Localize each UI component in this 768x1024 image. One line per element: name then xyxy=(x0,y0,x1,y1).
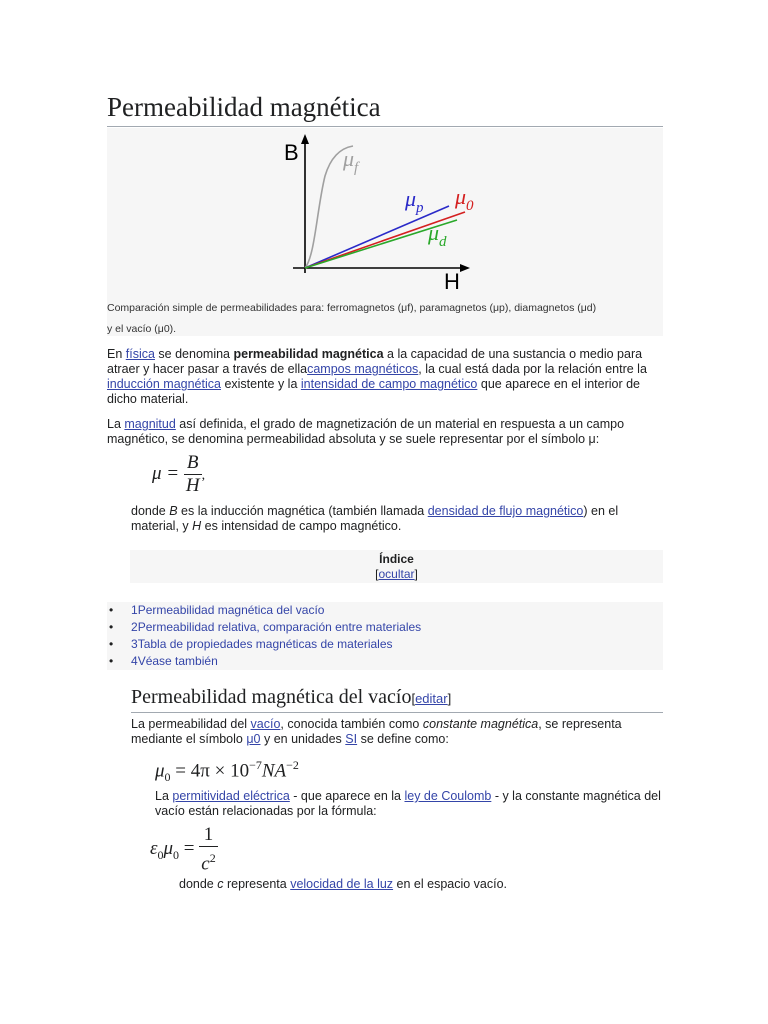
text: donde xyxy=(131,504,170,518)
text: - y la constante magnética del vacío están relacionadas por la fórmula: xyxy=(155,789,661,818)
text: se define como: xyxy=(357,732,449,746)
link-induccion-magnetica[interactable]: inducción magnética xyxy=(107,377,221,391)
toc-number: 1 xyxy=(131,603,138,617)
bracket: [ xyxy=(411,691,416,706)
toc-number: 4 xyxy=(131,654,138,668)
text: , se representa mediante el símbolo xyxy=(131,717,622,746)
section-title: Permeabilidad magnética del vacío xyxy=(131,686,412,708)
text: ) en el material, y xyxy=(131,504,619,533)
toc-title: Índice xyxy=(379,552,414,566)
toc-item[interactable] xyxy=(107,653,663,670)
bold-term: permeabilidad magnética xyxy=(233,347,384,361)
label-mu-f: $\mu_f$ xyxy=(343,146,359,176)
edit-section xyxy=(411,691,451,706)
numerator: B xyxy=(186,452,199,473)
text: La xyxy=(155,789,173,803)
permeability-diagram xyxy=(107,128,663,298)
text: donde xyxy=(179,877,218,891)
unit: NA xyxy=(261,760,287,782)
subscript: 0 xyxy=(157,847,164,862)
caption-line-2: y el vacío (μ0). xyxy=(107,323,177,335)
link-ley-coulomb[interactable]: ley de Coulomb xyxy=(404,789,492,803)
toc-number: 3 xyxy=(131,637,138,651)
formula-mu0-definition xyxy=(155,758,299,785)
mu-symbol: μ xyxy=(155,760,165,782)
toc-list xyxy=(107,602,663,670)
c-symbol: c xyxy=(201,853,210,875)
text: La xyxy=(107,417,125,431)
x-axis-arrow xyxy=(460,264,470,272)
subscript: 0 xyxy=(173,847,180,862)
intro-paragraph xyxy=(107,347,663,407)
numerator: 1 xyxy=(203,824,214,845)
toc-item[interactable] xyxy=(107,619,663,636)
italic-var: H xyxy=(192,519,202,533)
y-axis-label: B xyxy=(284,140,299,165)
formula-eps-mu-c xyxy=(150,824,218,875)
text: y en unidades xyxy=(260,732,346,746)
bullet-icon: • xyxy=(109,637,114,651)
denominator xyxy=(199,846,217,875)
text: En xyxy=(107,347,126,361)
italic-var: c xyxy=(217,877,224,891)
figure-box xyxy=(107,128,663,336)
mu-symbol: μ xyxy=(163,838,174,860)
link-campos-magneticos[interactable]: campos magnéticos xyxy=(307,362,419,376)
formula-text: = xyxy=(179,838,195,860)
exponent: −7 xyxy=(249,758,262,772)
section-heading xyxy=(131,684,663,713)
text: existente y la xyxy=(220,377,301,391)
italic-term: constante magnética xyxy=(422,717,539,731)
label-mu-p: $\mu_p$ xyxy=(405,186,424,216)
text: se denomina xyxy=(154,347,234,361)
link-magnitud[interactable]: magnitud xyxy=(124,417,176,431)
link-si[interactable]: SI xyxy=(345,732,358,746)
toc-item[interactable] xyxy=(107,602,663,619)
permittivity-paragraph xyxy=(155,789,663,819)
text: La permeabilidad del xyxy=(131,717,251,731)
text: en el espacio vacío. xyxy=(393,877,508,891)
edit-link[interactable]: editar xyxy=(415,691,448,706)
epsilon-symbol: ε xyxy=(150,838,158,860)
vacuum-paragraph xyxy=(131,717,663,747)
magnitude-paragraph xyxy=(107,417,663,447)
y-axis-arrow xyxy=(301,134,309,144)
figure-caption xyxy=(107,298,663,340)
label-mu-0: $\mu_0$ xyxy=(455,184,474,214)
link-velocidad-luz[interactable]: velocidad de la luz xyxy=(290,877,394,891)
toc-number: 2 xyxy=(131,620,138,634)
where-paragraph xyxy=(131,504,663,534)
link-intensidad-campo[interactable]: intensidad de campo magnético xyxy=(300,377,478,391)
text: así definida, el grado de magnetización de un material en respuesta a un campo magnético, se denomina permeabilidad absoluta y se suele representar por el símbolo μ: xyxy=(107,417,625,446)
caption-line-1: Comparación simple de permeabilidades para: ferromagnetos (μf), paramagnetos (μp), diamagnetos (μd) xyxy=(107,302,597,314)
toc-label: Permeabilidad magnética del vacío xyxy=(137,603,325,617)
text: - que aparece en la xyxy=(289,789,405,803)
italic-var: B xyxy=(169,504,178,518)
formula-tail: , xyxy=(201,467,206,483)
link-fisica[interactable]: física xyxy=(125,347,155,361)
text: , conocida también como xyxy=(280,717,423,731)
toc-label: Véase también xyxy=(137,654,218,668)
toc-label: Permeabilidad relativa, comparación entre materiales xyxy=(137,620,422,634)
formula-text: = 4π × 10 xyxy=(170,760,250,782)
toc-toggle xyxy=(130,567,663,582)
text: que aparece en el interior de dicho material. xyxy=(107,377,641,406)
text: a la capacidad de una sustancia o medio para atraer y hacer pasar a través de ella xyxy=(107,347,643,376)
bullet-icon: • xyxy=(109,603,114,617)
toc-item[interactable] xyxy=(107,636,663,653)
link-densidad-flujo[interactable]: densidad de flujo magnético xyxy=(427,504,584,518)
exponent: 2 xyxy=(209,851,216,865)
link-vacio[interactable]: vacío xyxy=(250,717,281,731)
text: es intensidad de campo magnético. xyxy=(201,519,402,533)
text: es la inducción magnética (también llamada xyxy=(177,504,428,518)
bracket: ] xyxy=(447,691,452,706)
text: , la cual está dada por la relación entre la xyxy=(418,362,647,376)
link-permitividad[interactable]: permitividad eléctrica xyxy=(172,789,290,803)
link-mu0[interactable]: μ0 xyxy=(246,732,261,746)
text: representa xyxy=(223,877,291,891)
toc-label: Tabla de propiedades magnéticas de materiales xyxy=(137,637,393,651)
x-axis-label: H xyxy=(444,269,460,294)
fraction xyxy=(199,824,217,875)
toc-header xyxy=(130,550,663,583)
label-mu-d: $\mu_d$ xyxy=(428,220,447,250)
bracket: [ xyxy=(375,567,379,581)
bracket: ] xyxy=(414,567,418,581)
exponent: −2 xyxy=(286,758,299,772)
bullet-icon: • xyxy=(109,654,114,668)
formula-lhs: μ = xyxy=(152,462,180,484)
toc-hide-link[interactable]: ocultar xyxy=(378,567,415,581)
denominator: H xyxy=(185,475,200,496)
light-speed-paragraph xyxy=(179,877,663,892)
bullet-icon: • xyxy=(109,620,114,634)
page-title: Permeabilidad magnética xyxy=(107,90,663,127)
subscript: 0 xyxy=(164,770,171,785)
fraction xyxy=(184,452,202,497)
formula-mu-b-over-h xyxy=(152,452,205,497)
